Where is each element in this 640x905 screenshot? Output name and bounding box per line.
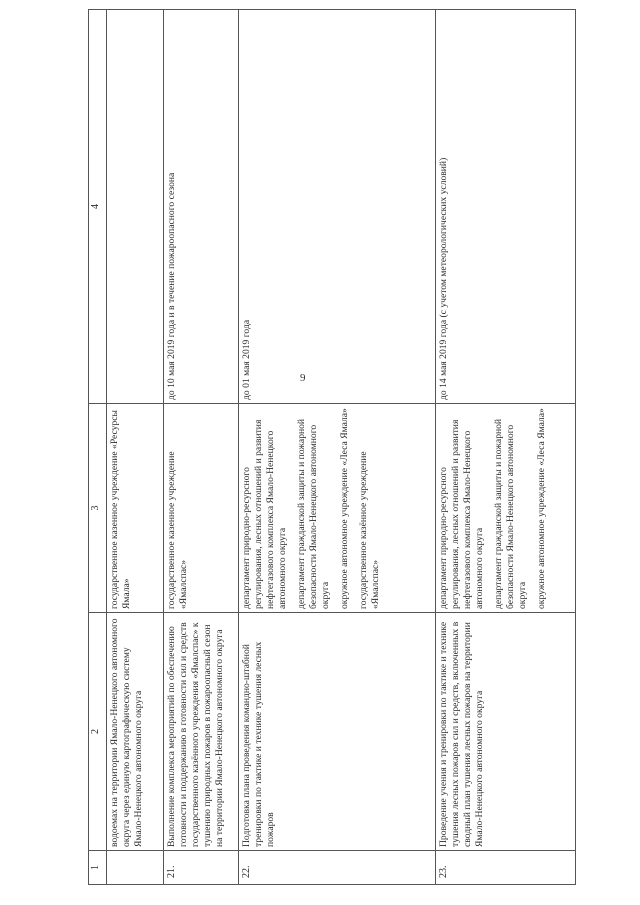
- executor: государственное казенное учреждение «Ямалспас»: [166, 451, 189, 609]
- executor: департамент природно-ресурсного регулирования, лесных отношений и развития нефтегазового комплекса Ямало-Ненецкого автономного округа: [241, 419, 288, 609]
- measures-table: [88, 9, 576, 885]
- executor: департамент гражданской защиты и пожарной безопасности Ямало-Ненецкого автономного округа: [493, 418, 528, 609]
- deadline-cell: до 10 мая 2019 года и в течение пожароопасного сезона: [164, 10, 239, 404]
- deadline-cell: [107, 10, 164, 404]
- deadline-cell: до 14 мая 2019 года (с учетом метеорологических условий): [436, 10, 576, 404]
- deadline-cell: до 01 мая 2019 года: [239, 10, 436, 404]
- header-col-4: 4: [89, 10, 107, 404]
- row-number: 22.: [239, 851, 436, 885]
- row-number: 23.: [436, 851, 576, 885]
- executor-cell: [164, 404, 239, 613]
- executor: департамент гражданской защиты и пожарной безопасности Ямало-Ненецкого автономного округа: [296, 418, 331, 609]
- executor-cell: [239, 404, 436, 613]
- header-col-1: 1: [89, 851, 107, 885]
- task-cell: Проведение учения и тренировки по тактике и технике тушения лесных пожаров сил и средств, включенных в сводный план тушения лесных пожаров на территории Ямало-Ненецкого автономного округа: [436, 613, 576, 851]
- task-cell: Выполнение комплекса мероприятий по обеспечению готовности и поддержанию в готовности сил и средств государственного казённого учреждения «Ямалспас» к тушению природных пожаров в пожароопасный сезон на территории Ямало-Ненецкого автономного округа: [164, 613, 239, 851]
- row-number: 21.: [164, 851, 239, 885]
- task-cell: водоемах на территории Ямало-Ненецкого автономного округа через единую картографическую систему Ямало-Ненецкого автономного округа: [107, 613, 164, 851]
- executor-cell: [436, 404, 576, 613]
- page-number: 9: [300, 372, 306, 384]
- table-row: [436, 10, 576, 885]
- executor: государственное казённое учреждение «Ямалспас»: [358, 451, 381, 609]
- executor: государственное казенное учреждение «Ресурсы Ямала»: [109, 410, 132, 609]
- task-cell: Подготовка плана проведения командно-штабной тренировки по тактике и технике тушения лесных пожаров: [239, 613, 436, 851]
- header-col-3: 3: [89, 404, 107, 613]
- header-row: [89, 10, 107, 885]
- row-number: [107, 851, 164, 885]
- executor: окружное автономное учреждение «Леса Ямала»: [536, 408, 547, 609]
- table-row: [239, 10, 436, 885]
- table-row: [107, 10, 164, 885]
- rotated-table-wrapper: [88, 10, 568, 885]
- executor: департамент природно-ресурсного регулирования, лесных отношений и развития нефтегазового комплекса Ямало-Ненецкого автономного округа: [438, 419, 485, 609]
- table-row: [164, 10, 239, 885]
- header-col-2: 2: [89, 613, 107, 851]
- executor-cell: [107, 404, 164, 613]
- executor: окружное автономное учреждение «Леса Ямала»: [339, 408, 350, 609]
